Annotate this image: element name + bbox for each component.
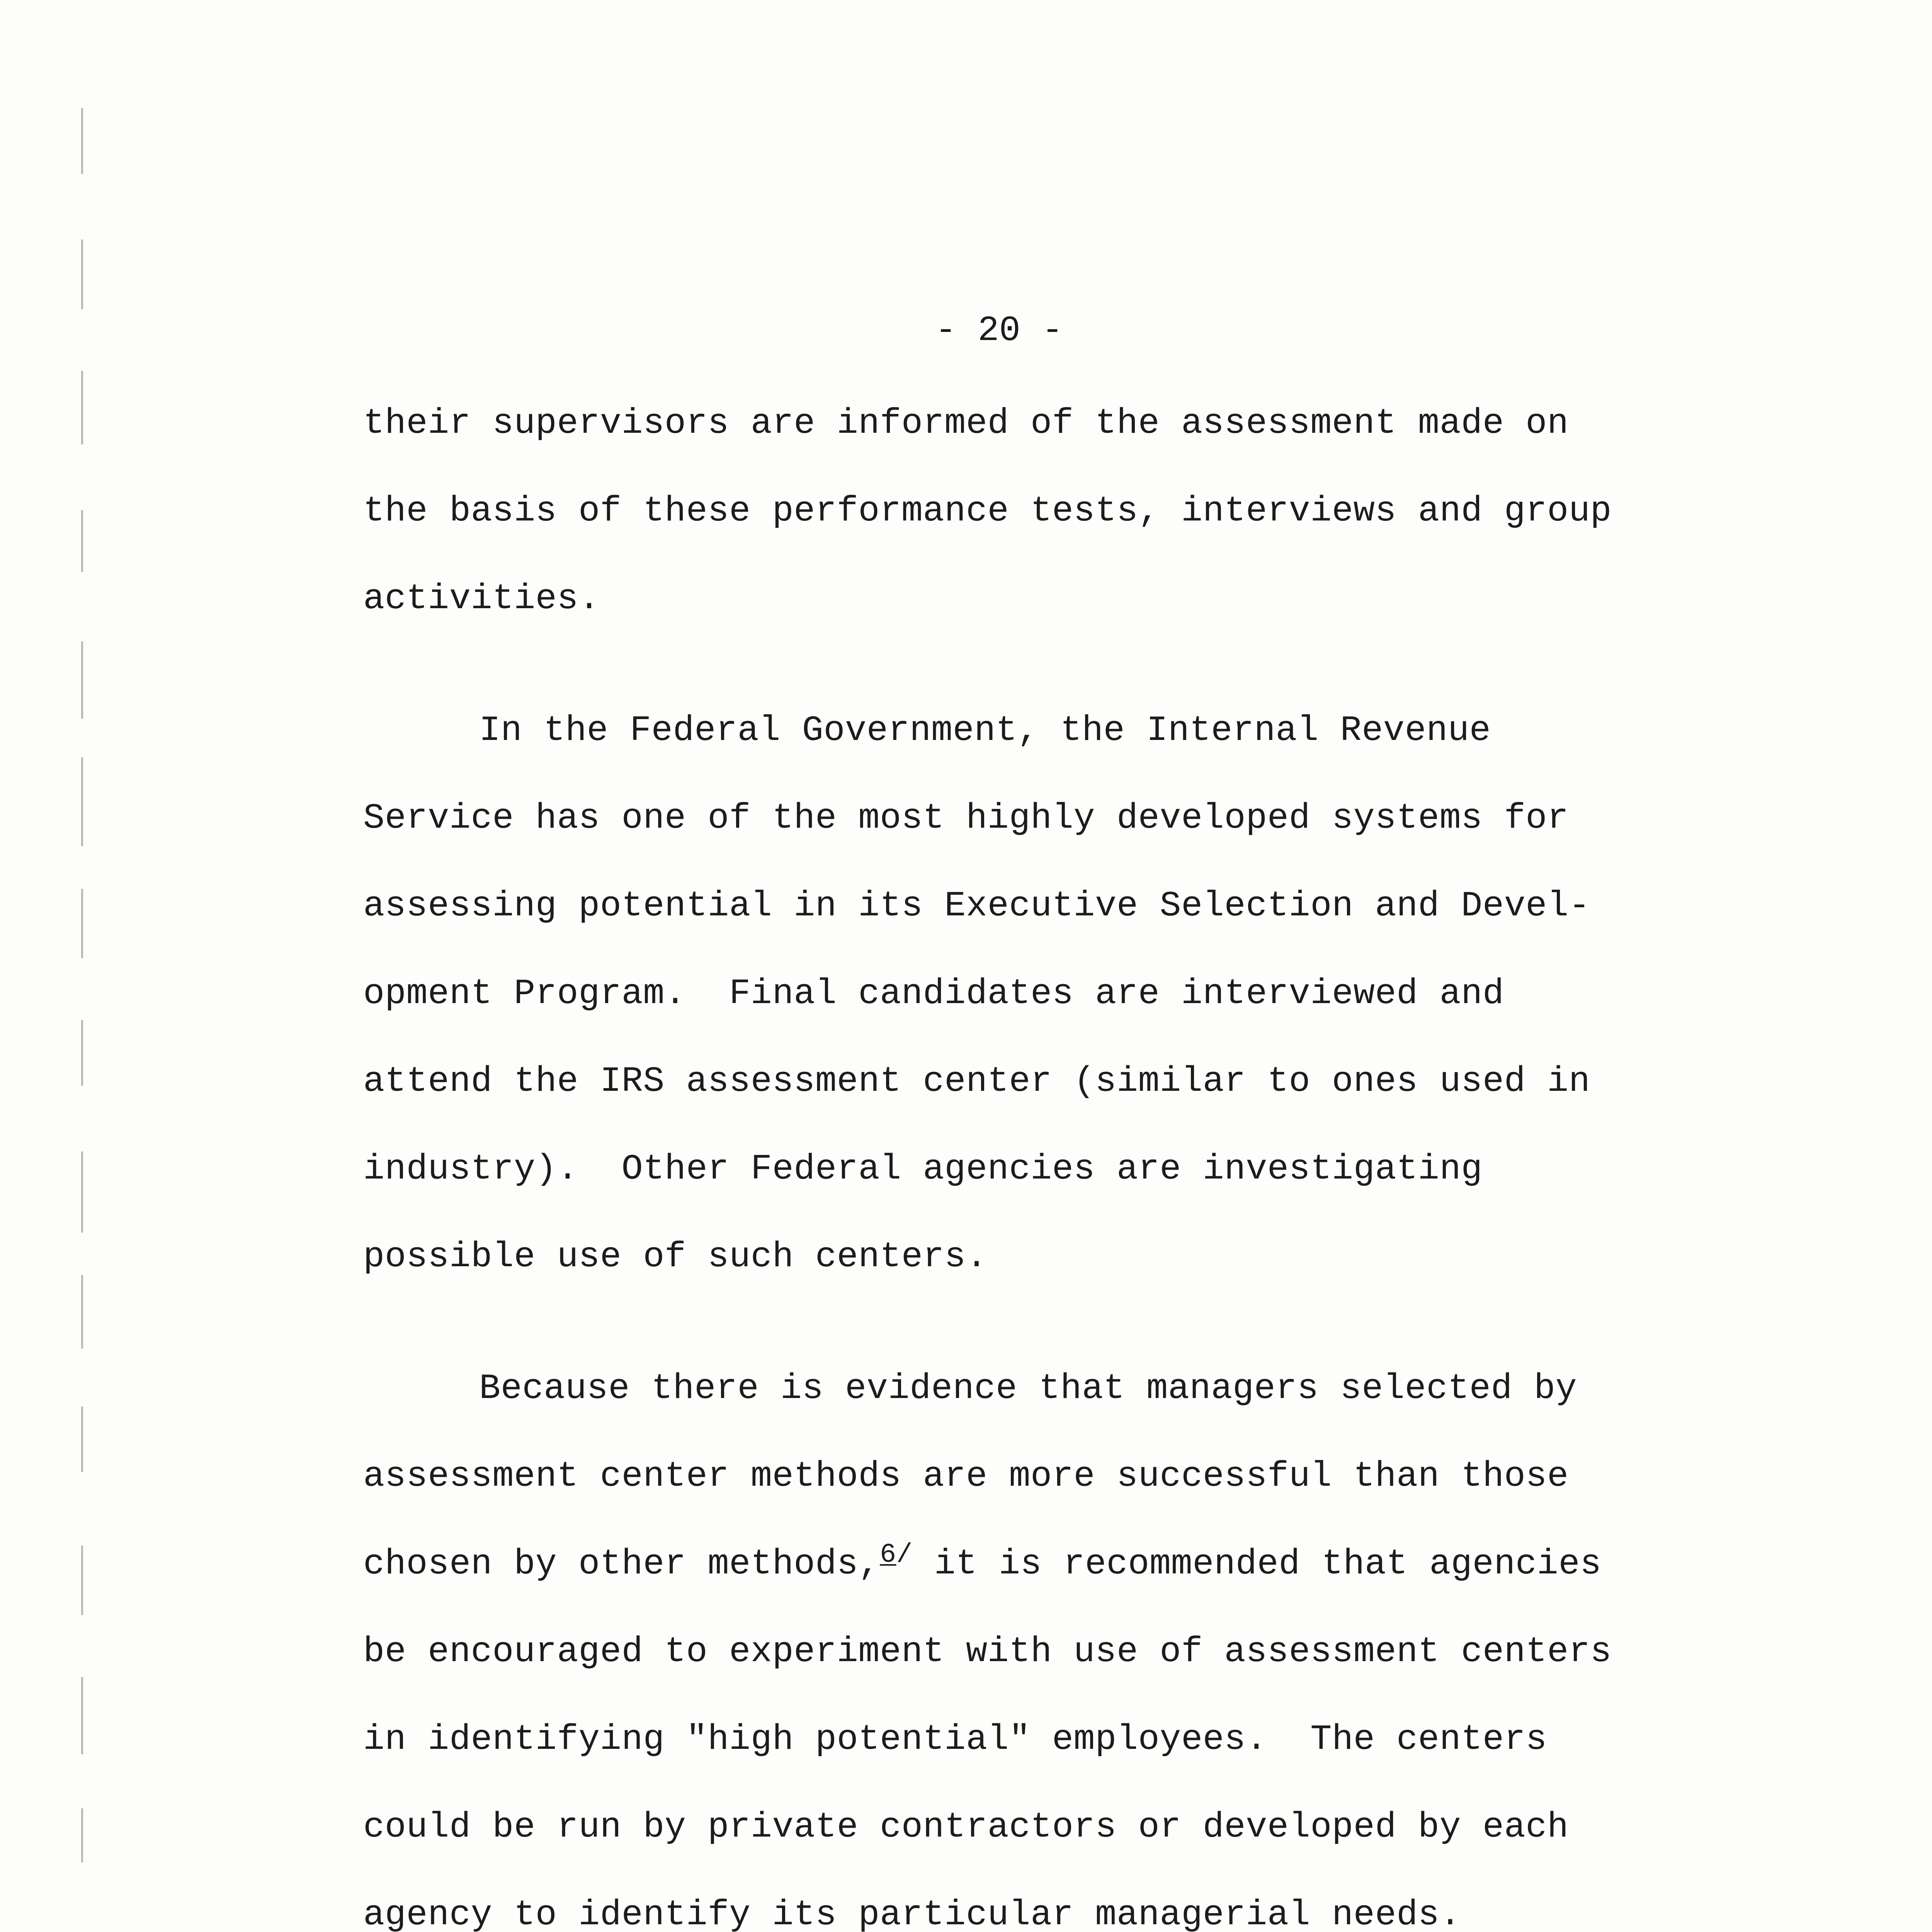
paragraph-line: agency to identify its particular managerial needs. [363,1895,1461,1932]
paragraph-line: be encouraged to experiment with use of assessment centers [363,1631,1612,1672]
margin-mark [81,1151,83,1233]
paragraph-line-with-footnote [363,1540,1602,1585]
margin-mark [81,510,83,572]
line-text-after-footnote: it is recommended that agencies [913,1544,1602,1584]
paragraph-line: Service has one of the most highly developed systems for [363,798,1569,838]
margin-mark [81,108,83,174]
page-number: - 20 - [935,310,1063,351]
paragraph-line: assessing potential in its Executive Selection and Devel- [363,886,1590,926]
margin-mark [81,240,83,309]
paragraph-line: the basis of these performance tests, interviews and group [363,491,1612,531]
paragraph-line: could be run by private contractors or developed by each [363,1807,1569,1847]
margin-mark [81,757,83,846]
margin-mark [81,889,83,958]
paragraph-line: In the Federal Government, the Internal Revenue [479,710,1491,751]
paragraph-line: possible use of such centers. [363,1236,988,1277]
paragraph-line: activities. [363,578,600,619]
paragraph-line: their supervisors are informed of the assessment made on [363,403,1569,444]
margin-mark [81,1275,83,1349]
line-text-before-footnote: chosen by other methods, [363,1544,880,1584]
footnote-slash: / [896,1540,913,1570]
margin-mark [81,1020,83,1086]
footnote-reference: 6 [880,1540,896,1570]
margin-mark [81,641,83,719]
paragraph-line: industry). Other Federal agencies are investigating [363,1149,1483,1189]
paragraph-line: assessment center methods are more successful than those [363,1456,1569,1497]
margin-mark [81,1546,83,1615]
paragraph-line: in identifying "high potential" employees. The centers [363,1719,1547,1760]
margin-mark [81,1808,83,1862]
margin-mark [81,371,83,444]
binding-margin-marks [46,100,93,1932]
paragraph-line: Because there is evidence that managers selected by [479,1368,1577,1409]
paragraph-line: opment Program. Final candidates are interviewed and [363,973,1504,1014]
paragraph-line: attend the IRS assessment center (similar to ones used in [363,1061,1590,1102]
margin-mark [81,1406,83,1472]
margin-mark [81,1677,83,1754]
